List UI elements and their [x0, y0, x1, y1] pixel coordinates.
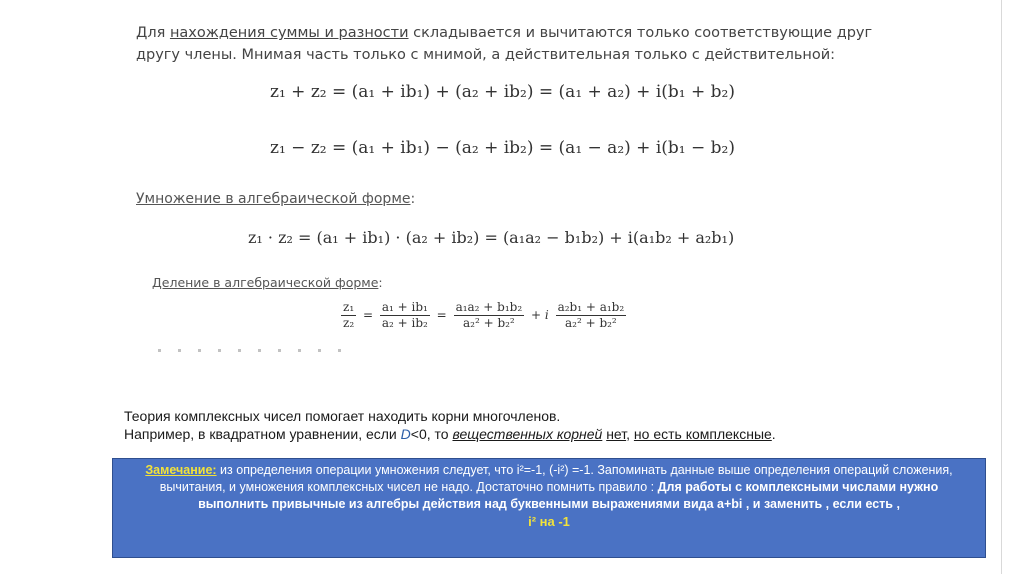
product-formula: z₁ · z₂ = (a₁ + ib₁) · (a₂ + ib₂) = (a₁a₂ − b₁b₂) + i(a₁b₂ + a₂b₁) [248, 228, 735, 247]
sum-formula: z₁ + z₂ = (a₁ + ib₁) + (a₂ + ib₂) = (a₁ + a₂) + i(b₁ + b₂) [270, 82, 735, 102]
remark-rule: Для работы с комплексными числами нужно выполнить привычные из алгебры действия над буквенными выражениями вида a+bi , и заменить , если есть , [198, 480, 939, 511]
slide-edge-divider [1001, 0, 1002, 574]
division-imaginary-unit: i [544, 308, 549, 322]
division-fraction-2-denominator: a₂² + b₂² [462, 316, 515, 330]
division-formula [338, 300, 629, 331]
division-lhs-denominator: z₂ [343, 316, 355, 330]
division-lhs-numerator: z₁ [343, 300, 355, 314]
intro-text-end: складывается и вычитаются только соответствующие друг другу члены. Мнимая часть только с мнимой, а действительная только с действительной: [136, 25, 873, 63]
division-equals-1: = [362, 308, 374, 322]
intro-text-start: Для [136, 25, 170, 41]
theory-period: . [771, 426, 776, 442]
theory-then-text: , то [426, 426, 453, 442]
division-fraction-1 [380, 300, 430, 331]
division-fraction-3-denominator: a₂² + b₂² [564, 316, 617, 330]
division-heading-colon: : [378, 275, 383, 290]
division-lhs [341, 300, 356, 331]
theory-example-text: Например, в квадратном уравнении, если [124, 426, 401, 442]
discriminant-variable: D [400, 426, 411, 442]
division-fraction-1-denominator: a₂ + ib₂ [381, 316, 428, 330]
intro-underlined-term: нахождения суммы и разности [169, 25, 409, 41]
division-plus: + [531, 308, 542, 322]
division-fraction-2 [454, 300, 525, 331]
formula-screenshot [122, 10, 872, 360]
remark-title: Замечание: [145, 463, 217, 477]
theory-line-2 [124, 425, 884, 443]
theory-line-1: Теория комплексных чисел помогает находить корни многочленов. [124, 408, 561, 424]
division-heading-text: Деление в алгебраической форме [152, 275, 379, 290]
multiplication-heading-colon: : [410, 191, 416, 207]
theory-paragraph [124, 407, 884, 443]
difference-formula: z₁ − z₂ = (a₁ + ib₁) − (a₂ + ib₂) = (a₁ − a₂) + i(b₁ − b₂) [270, 138, 735, 158]
division-fraction-2-numerator: a₁a₂ + b₁b₂ [455, 300, 523, 314]
remark-text: из определения операции умножения следует, что i²=-1, (-i²) =-1. Запоминать данные выше определения операций сложения, вычитания, и умножения комплексных чисел не надо. Достаточно помнить правило : [159, 463, 953, 494]
no-real-roots-text: вещественных корней [452, 426, 603, 442]
intro-paragraph [136, 22, 876, 66]
cropped-text-remnant [158, 349, 358, 352]
theory-separator: , [626, 426, 634, 442]
no-real-roots-negation: нет [606, 426, 627, 442]
division-fraction-3-numerator: a₂b₁ + a₁b₂ [557, 300, 625, 314]
division-fraction-1-numerator: a₁ + ib₁ [381, 300, 428, 314]
division-equals-2: = [436, 308, 447, 322]
multiplication-heading [136, 191, 415, 207]
complex-roots-text: но есть комплексные [633, 426, 772, 442]
multiplication-heading-text: Умножение в алгебраической форме [136, 191, 411, 207]
remark-replacement: i² на -1 [528, 514, 570, 529]
division-heading [152, 275, 383, 290]
remark-box [112, 458, 986, 558]
division-fraction-3 [556, 300, 627, 331]
discriminant-condition: <0 [410, 426, 427, 442]
